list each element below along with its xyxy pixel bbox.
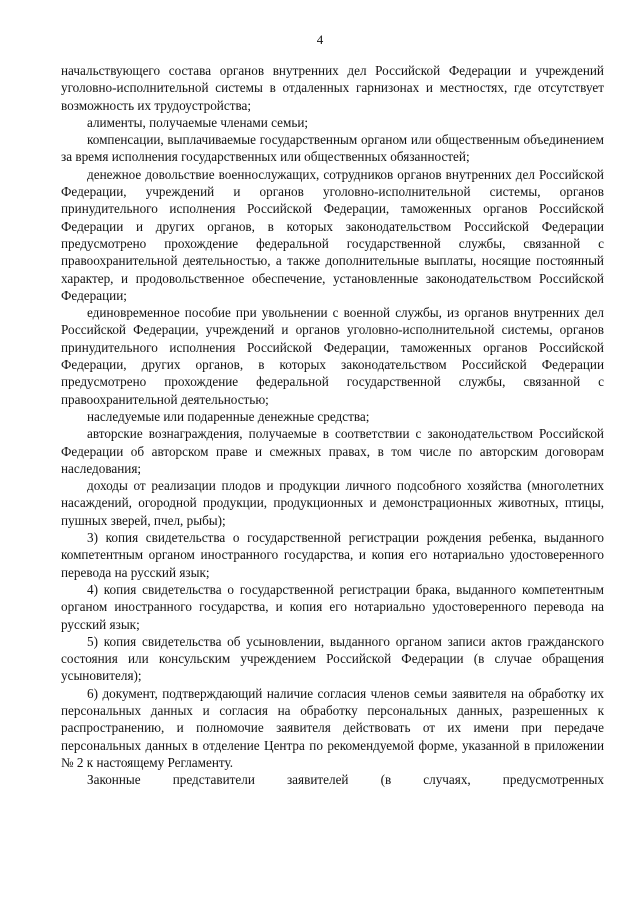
- paragraph-alimony: алименты, получаемые членами семьи;: [87, 114, 309, 130]
- paragraph-compensation: компенсации, выплачиваемые государственным органом или общественным объединением за время исполнения государственных или общественных обязанностей;: [61, 132, 604, 165]
- paragraph-farm-income: доходы от реализации плодов и продукции личного подсобного хозяйства (многолетних насаждений, огородной продукции, продукционных и демонстрационных животных, птицы, пушных зверей, пчел, рыбы);: [61, 478, 604, 528]
- paragraph-item-4: 4) копия свидетельства о государственной регистрации брака, выданного компетентным органом иностранного государства, и копия его нотариально удостоверенного перевода на русский язык;: [61, 581, 604, 632]
- document-body: [61, 62, 604, 788]
- paragraph-legal-representatives: Законные представители заявителей (в случаях, предусмотренных: [87, 772, 604, 788]
- paragraph-item-6: 6) документ, подтверждающий наличие согласия членов семьи заявителя на обработку их персональных данных и согласия на обработку персональных данных, разрешенных к распространению, и полномочие заявителя действовать от их имени при передаче персональных данных в отделение Центра по рекомендуемой форме, указанной в приложении № 2 к настоящему Регламенту.: [61, 685, 604, 770]
- paragraph-item-3: 3) копия свидетельства о государственной регистрации рождения ребенка, выданного компетентным органом иностранного государства, и копия его нотариально удостоверенного перевода на русский язык;: [61, 530, 604, 580]
- paragraph-continued: начальствующего состава органов внутренних дел Российской Федерации и учреждений уголовно-исполнительной системы в отдаленных гарнизонах и местностях, где отсутствует возможность их трудоустройства;: [61, 63, 604, 113]
- paragraph-royalties: авторские вознаграждения, получаемые в соответствии с законодательством Российской Федерации об авторском праве и смежных правах, в том числе по авторским договорам наследования;: [61, 426, 604, 476]
- paragraph-inheritance: наследуемые или подаренные денежные средства;: [87, 408, 370, 424]
- page-number: 4: [316, 32, 324, 47]
- paragraph-item-5: 5) копия свидетельства об усыновлении, выданного органом записи актов гражданского состояния или консульским учреждением Российской Федерации (в случае обращения усыновителя);: [61, 633, 604, 684]
- paragraph-military-allowance: денежное довольствие военнослужащих, сотрудников органов внутренних дел Российской Федерации, учреждений и органов уголовно-исполнительной системы, органов принудительного исполнения Российской Федерации, таможенных органов Российской Федерации и других органов, в которых законодательством Российской Федерации предусмотрено прохождение федеральной государственной службы, связанной с правоохранительной деятельностью, а также дополнительные выплаты, носящие постоянный характер, и продовольственное обеспечение, установленные законодательством Российской Федерации;: [61, 166, 604, 303]
- paragraph-severance: единовременное пособие при увольнении с военной службы, из органов внутренних дел Российской Федерации, учреждений и органов уголовно-исполнительной системы, органов принудительного исполнения Российской Федерации, таможенных органов Российской Федерации, других органов, в которых законодательством Российской Федерации предусмотрено прохождение федеральной государственной службы, связанной с правоохранительной деятельностью;: [61, 305, 604, 407]
